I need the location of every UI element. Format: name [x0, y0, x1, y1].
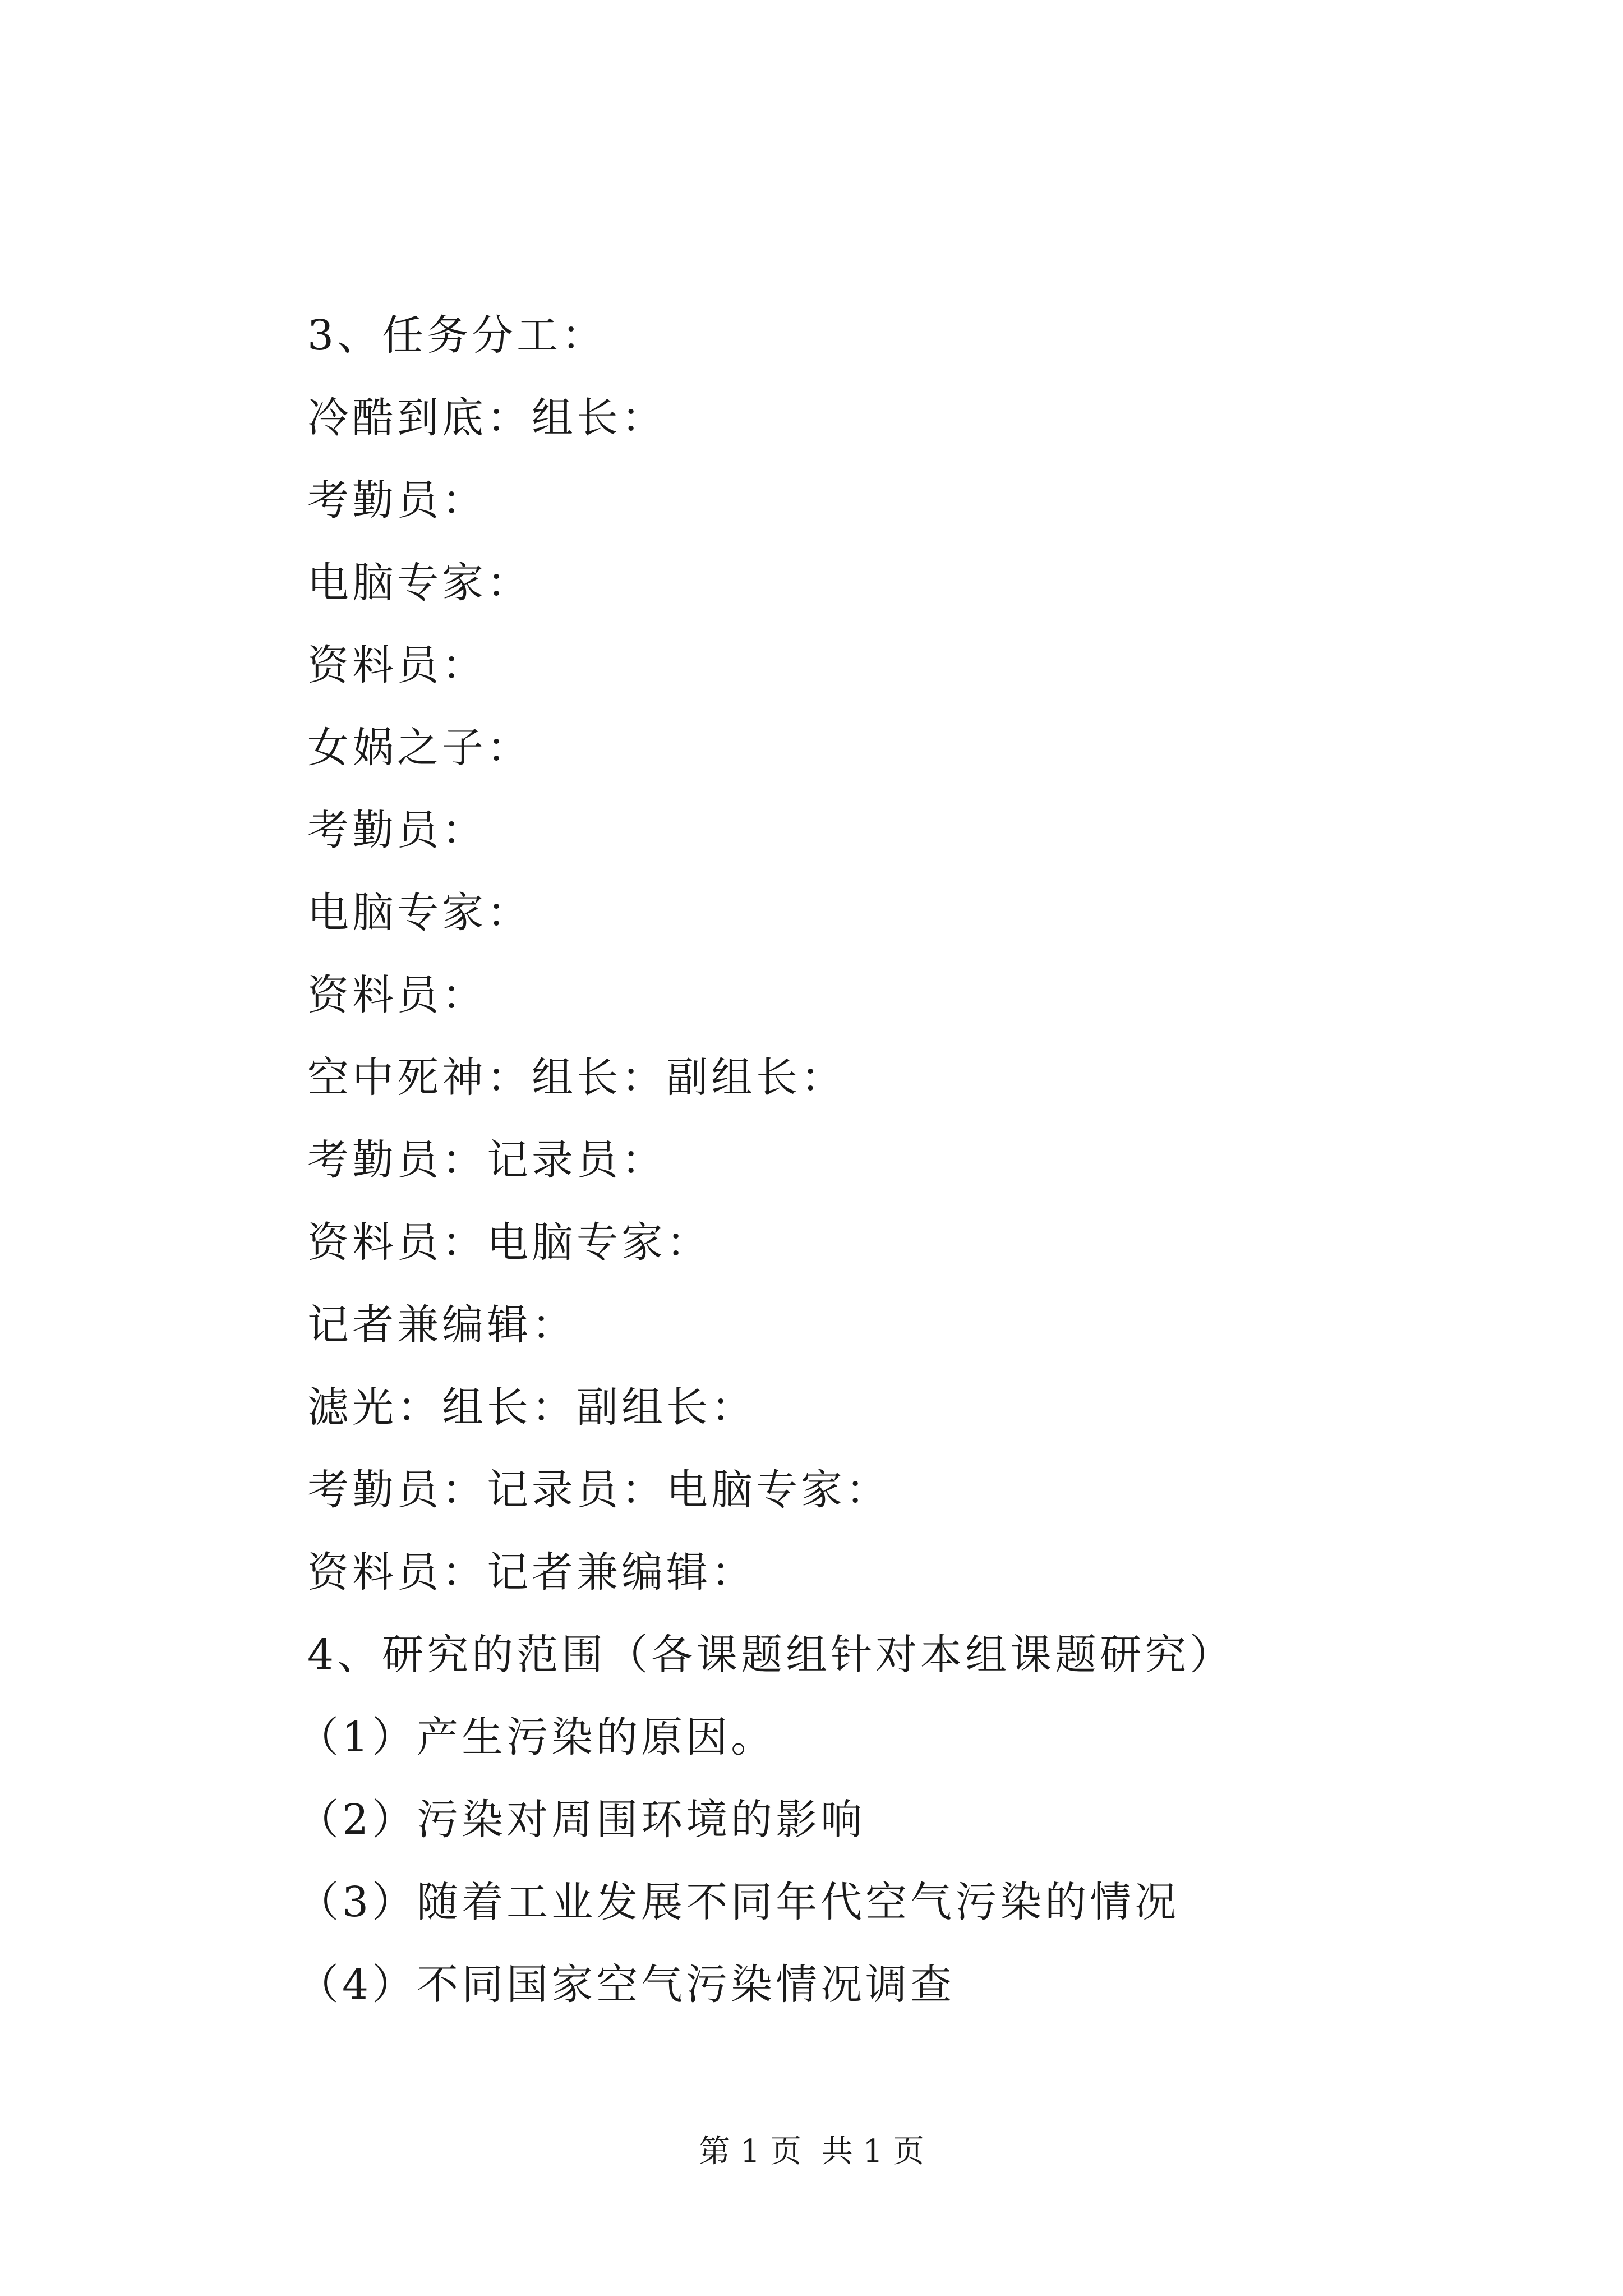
list-item: （1）产生污染的原因。 [297, 1713, 776, 1761]
list-item: （3）随着工业发展不同年代空气污染的情况 [297, 1878, 1180, 1926]
document-body [297, 295, 1429, 2026]
list-item: （4）不同国家空气污染情况调查 [297, 1961, 956, 2009]
section-heading-task-division: 3、任务分工： [307, 311, 607, 360]
text-line: 考勤员： [307, 476, 487, 524]
text-line: 女娲之子： [307, 724, 532, 772]
text-line: 资料员： [307, 971, 487, 1019]
text-line: 电脑专家： [307, 889, 532, 937]
text-line: 考勤员：记录员：电脑专家： [307, 1466, 891, 1514]
text-line: 电脑专家： [307, 559, 532, 607]
list-item: （2）污染对周围环境的影响 [297, 1796, 866, 1844]
text-line: 空中死神：组长：副组长： [307, 1053, 846, 1102]
text-line: 资料员：记者兼编辑： [307, 1548, 756, 1596]
text-line: 资料员： [307, 641, 487, 689]
text-line: 冷酷到底：组长： [307, 394, 666, 442]
text-line: 考勤员： [307, 806, 487, 854]
text-line: 记者兼编辑： [307, 1301, 577, 1349]
text-line: 考勤员：记录员： [307, 1136, 666, 1184]
text-line: 资料员：电脑专家： [307, 1218, 711, 1267]
section-heading-research-scope: 4、研究的范围（各课题组针对本组课题研究） [307, 1631, 1235, 1679]
text-line: 滤光：组长：副组长： [307, 1383, 756, 1432]
page-footer: 第 1 页 共 1 页 [698, 2133, 925, 2170]
